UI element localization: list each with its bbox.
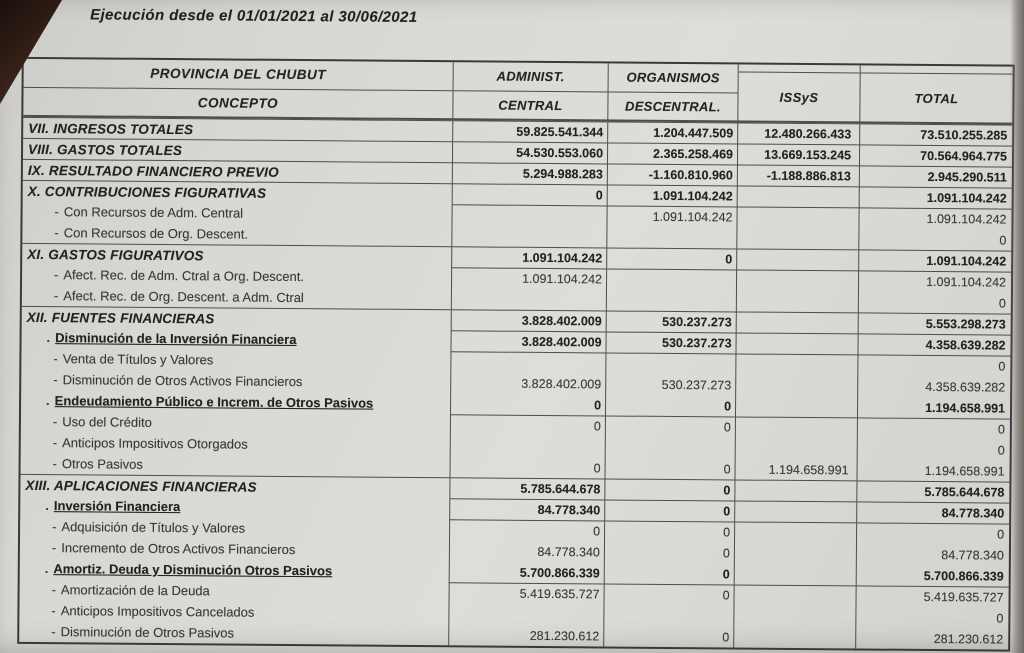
value-cell-org-descentral: 0 bbox=[604, 541, 734, 563]
value-cell-adm-central bbox=[451, 204, 606, 226]
value-cell-total: 5.700.866.339 bbox=[856, 564, 1009, 586]
value-cell-total: 4.358.639.282 bbox=[857, 333, 1010, 355]
value-cell-adm-central: 3.828.402.009 bbox=[451, 309, 606, 331]
value-cell-total: 70.564.964.775 bbox=[859, 144, 1012, 166]
value-cell-issys bbox=[735, 332, 857, 354]
value-cell-org-descentral bbox=[606, 268, 736, 290]
row-label: VIII. GASTOS TOTALES bbox=[28, 141, 183, 158]
adm-central-line2: CENTRAL bbox=[498, 97, 563, 113]
value-cell-org-descentral: -1.160.810.960 bbox=[607, 163, 737, 185]
concepto-cell bbox=[19, 621, 448, 645]
value-cell-issys bbox=[733, 605, 855, 627]
value-cell-org-descentral: 530.237.273 bbox=[605, 373, 735, 395]
value-cell-total: 0 bbox=[858, 228, 1011, 250]
row-prefix: - bbox=[52, 519, 57, 535]
row-prefix: . bbox=[44, 561, 49, 577]
value-cell-org-descentral: 530.237.273 bbox=[606, 310, 736, 332]
value-cell-org-descentral: 0 bbox=[604, 499, 734, 521]
row-label: Endeudamiento Público e Increm. de Otros Pasivos bbox=[54, 393, 374, 411]
value-cell-total: 1.091.104.242 bbox=[858, 249, 1011, 271]
row-label: VII. INGRESOS TOTALES bbox=[28, 120, 194, 137]
value-cell-total: 2.945.290.511 bbox=[859, 165, 1012, 187]
value-cell-total: 1.194.658.991 bbox=[856, 459, 1009, 481]
value-cell-org-descentral bbox=[603, 604, 733, 626]
header-cell-issys bbox=[737, 64, 859, 121]
value-cell-issys: 13.669.153.245 bbox=[737, 143, 859, 165]
row-label: Adquisición de Títulos y Valores bbox=[61, 519, 246, 536]
value-cell-issys bbox=[736, 269, 858, 291]
value-cell-issys bbox=[734, 584, 856, 606]
row-prefix: - bbox=[52, 414, 58, 430]
row-label: Amortización de la Deuda bbox=[60, 582, 210, 599]
row-prefix: - bbox=[53, 372, 58, 388]
value-cell-total: 0 bbox=[855, 606, 1008, 628]
value-cell-org-descentral: 530.237.273 bbox=[605, 331, 735, 353]
value-cell-org-descentral: 1.091.104.242 bbox=[607, 184, 737, 206]
value-cell-adm-central: 0 bbox=[450, 456, 605, 478]
value-cell-adm-central: 0 bbox=[452, 183, 607, 205]
value-cell-adm-central bbox=[450, 351, 605, 373]
value-cell-adm-central: 0 bbox=[450, 393, 605, 415]
value-cell-issys bbox=[734, 521, 856, 543]
row-label: Anticipos Impositivos Cancelados bbox=[60, 603, 255, 620]
province-name: PROVINCIA DEL CHUBUT bbox=[24, 59, 453, 91]
value-cell-issys: -1.188.886.813 bbox=[737, 164, 859, 186]
row-label: XIII. APLICACIONES FINANCIERAS bbox=[25, 477, 257, 495]
value-cell-adm-central: 1.091.104.242 bbox=[451, 267, 606, 289]
total-label: TOTAL bbox=[860, 72, 1012, 122]
value-cell-org-descentral: 2.365.258.469 bbox=[607, 142, 737, 164]
value-cell-total: 84.778.340 bbox=[856, 501, 1009, 523]
value-cell-total: 1.091.104.242 bbox=[858, 207, 1011, 229]
concepto-label: CONCEPTO bbox=[197, 94, 279, 111]
value-cell-org-descentral: 0 bbox=[606, 247, 736, 269]
value-cell-org-descentral: 0 bbox=[604, 457, 734, 479]
value-cell-org-descentral: 0 bbox=[605, 394, 735, 416]
value-cell-total: 0 bbox=[858, 291, 1011, 313]
row-label: Uso del Crédito bbox=[62, 414, 152, 430]
row-prefix: . bbox=[46, 330, 51, 346]
value-cell-total: 0 bbox=[857, 417, 1010, 439]
value-cell-total: 4.358.639.282 bbox=[857, 375, 1010, 397]
value-cell-issys bbox=[734, 542, 856, 564]
photo-edge-shadow bbox=[1010, 0, 1024, 653]
row-label: Afect. Rec. de Org. Descent. a Adm. Ctral bbox=[63, 288, 304, 306]
row-label: Afect. Rec. de Adm. Ctral a Org. Descent. bbox=[63, 267, 305, 285]
value-cell-issys bbox=[736, 290, 858, 312]
value-cell-total: 281.230.612 bbox=[855, 627, 1008, 649]
org-descentral-line2: DESCENTRAL. bbox=[624, 98, 721, 115]
value-cell-total: 5.785.644.678 bbox=[856, 480, 1009, 502]
row-label: Con Recursos de Adm. Central bbox=[63, 204, 244, 221]
value-cell-adm-central: 5.419.635.727 bbox=[449, 582, 604, 604]
value-cell-adm-central: 281.230.612 bbox=[448, 624, 603, 646]
header-cell-concepto bbox=[23, 59, 452, 118]
row-label: X. CONTRIBUCIONES FIGURATIVAS bbox=[27, 183, 267, 201]
value-cell-total: 0 bbox=[857, 354, 1010, 376]
value-cell-issys bbox=[735, 416, 857, 438]
value-cell-issys bbox=[736, 206, 858, 228]
row-label: Con Recursos de Org. Descent. bbox=[63, 225, 249, 242]
value-cell-org-descentral bbox=[606, 226, 736, 248]
row-prefix: . bbox=[46, 393, 50, 409]
row-label: Anticipos Impositivos Otorgados bbox=[62, 435, 248, 452]
value-cell-issys bbox=[733, 626, 855, 648]
row-prefix: - bbox=[54, 204, 59, 220]
value-cell-org-descentral: 0 bbox=[604, 562, 734, 584]
value-cell-adm-central: 0 bbox=[450, 414, 605, 436]
row-label: Disminución de Otros Pasivos bbox=[60, 624, 235, 641]
value-cell-org-descentral: 0 bbox=[604, 583, 734, 605]
value-cell-total: 5.553.298.273 bbox=[858, 312, 1011, 334]
value-cell-issys bbox=[736, 248, 858, 270]
row-label: Amortiz. Deuda y Disminución Otros Pasivos bbox=[53, 561, 333, 579]
value-cell-total: 1.091.104.242 bbox=[858, 270, 1011, 292]
value-cell-issys bbox=[734, 563, 856, 585]
value-cell-adm-central: 59.825.541.344 bbox=[452, 120, 607, 142]
value-cell-org-descentral: 0 bbox=[603, 625, 733, 647]
row-prefix: - bbox=[53, 351, 58, 367]
budget-execution-table bbox=[17, 57, 1015, 652]
issys-label: ISSyS bbox=[738, 71, 859, 121]
value-cell-adm-central bbox=[451, 288, 606, 310]
value-cell-issys bbox=[734, 479, 856, 501]
value-cell-adm-central bbox=[448, 603, 603, 625]
value-cell-adm-central: 5.294.988.283 bbox=[452, 162, 607, 184]
value-cell-total: 0 bbox=[857, 438, 1010, 460]
row-prefix: - bbox=[52, 456, 57, 472]
row-label: Otros Pasivos bbox=[61, 456, 143, 472]
value-cell-org-descentral bbox=[606, 289, 736, 311]
value-cell-total: 5.419.635.727 bbox=[855, 585, 1008, 607]
value-cell-adm-central: 84.778.340 bbox=[449, 540, 604, 562]
value-cell-adm-central: 1.091.104.242 bbox=[451, 246, 606, 268]
header-cell-org-descentral bbox=[607, 63, 737, 120]
row-label: Disminución de la Inversión Financiera bbox=[55, 330, 297, 348]
value-cell-adm-central: 3.828.402.009 bbox=[450, 372, 605, 394]
document-title: Ejecución desde el 01/01/2021 al 30/06/2021 bbox=[90, 6, 418, 26]
value-cell-adm-central: 0 bbox=[449, 519, 604, 541]
row-prefix: - bbox=[51, 603, 56, 619]
value-cell-org-descentral: 1.204.447.509 bbox=[607, 121, 737, 143]
value-cell-issys bbox=[735, 437, 857, 459]
value-cell-org-descentral bbox=[605, 352, 735, 374]
value-cell-issys bbox=[735, 395, 857, 417]
value-cell-adm-central: 3.828.402.009 bbox=[450, 330, 605, 352]
value-cell-adm-central: 84.778.340 bbox=[449, 498, 604, 520]
row-label: Inversión Financiera bbox=[53, 498, 181, 515]
value-cell-total: 1.091.104.242 bbox=[859, 186, 1012, 208]
table-body bbox=[19, 117, 1012, 650]
header-cell-total bbox=[859, 65, 1012, 122]
table-header bbox=[23, 59, 1012, 125]
value-cell-org-descentral: 0 bbox=[604, 478, 734, 500]
value-cell-adm-central: 5.700.866.339 bbox=[449, 561, 604, 583]
value-cell-total: 1.194.658.991 bbox=[857, 396, 1010, 418]
row-prefix: - bbox=[53, 288, 59, 304]
row-prefix: . bbox=[45, 498, 49, 514]
row-prefix: - bbox=[51, 540, 57, 556]
value-cell-issys bbox=[735, 374, 857, 396]
row-prefix: - bbox=[51, 582, 57, 598]
row-label: XI. GASTOS FIGURATIVOS bbox=[27, 246, 204, 263]
header-cell-adm-central bbox=[452, 62, 607, 119]
row-label: Incremento de Otros Activos Financieros bbox=[61, 540, 296, 558]
value-cell-total: 73.510.255.285 bbox=[859, 123, 1012, 145]
value-cell-adm-central: 54.530.553.060 bbox=[452, 141, 607, 163]
value-cell-issys bbox=[736, 311, 858, 333]
value-cell-adm-central: 5.785.644.678 bbox=[449, 477, 604, 499]
row-label: XII. FUENTES FINANCIERAS bbox=[26, 309, 215, 326]
row-prefix: - bbox=[52, 435, 58, 451]
row-label: Venta de Títulos y Valores bbox=[62, 351, 214, 368]
value-cell-issys bbox=[737, 185, 859, 207]
org-descentral-line1: ORGANISMOS bbox=[609, 63, 738, 93]
value-cell-issys: 12.480.266.433 bbox=[737, 122, 859, 144]
value-cell-org-descentral: 0 bbox=[604, 520, 734, 542]
row-prefix: - bbox=[51, 624, 56, 640]
value-cell-issys bbox=[735, 353, 857, 375]
value-cell-org-descentral: 1.091.104.242 bbox=[606, 205, 736, 227]
value-cell-total: 84.778.340 bbox=[856, 543, 1009, 565]
row-prefix: - bbox=[54, 225, 59, 241]
value-cell-adm-central bbox=[451, 225, 606, 247]
value-cell-adm-central bbox=[450, 435, 605, 457]
row-prefix: - bbox=[54, 267, 59, 283]
value-cell-total: 0 bbox=[856, 522, 1009, 544]
value-cell-issys bbox=[734, 500, 856, 522]
adm-central-line1: ADMINIST. bbox=[454, 62, 608, 92]
value-cell-org-descentral bbox=[605, 436, 735, 458]
value-cell-issys: 1.194.658.991 bbox=[734, 458, 856, 480]
row-label: Disminución de Otros Activos Financieros bbox=[62, 372, 303, 390]
value-cell-issys bbox=[736, 227, 858, 249]
row-label: IX. RESULTADO FINANCIERO PREVIO bbox=[27, 162, 279, 180]
value-cell-org-descentral: 0 bbox=[605, 415, 735, 437]
